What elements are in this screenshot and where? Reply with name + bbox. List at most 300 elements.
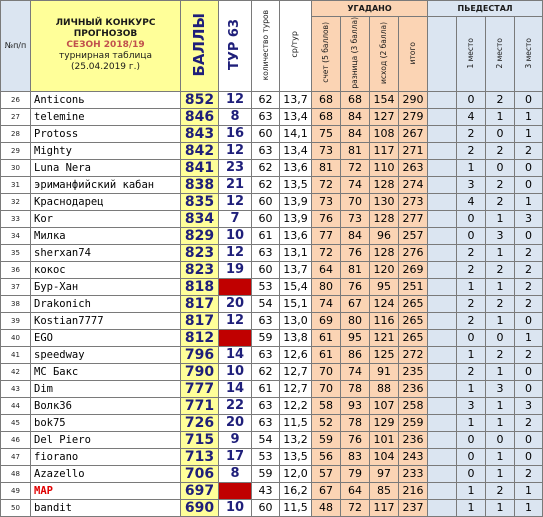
rank-cell: 27 [1, 108, 31, 125]
place2-cell: 1 [486, 312, 515, 329]
total-guessed-cell: 272 [399, 346, 428, 363]
tours-count-cell: 63 [252, 397, 280, 414]
rank-cell: 44 [1, 397, 31, 414]
score-guessed-cell: 73 [312, 142, 341, 159]
player-name-cell: Dim [31, 380, 181, 397]
tours-count-cell: 62 [252, 363, 280, 380]
table-title-block [31, 1, 181, 92]
place2-cell: 2 [486, 176, 515, 193]
points-cell: 842 [181, 142, 219, 159]
tour63-cell: 14 [219, 346, 252, 363]
tour63-cell: 12 [219, 142, 252, 159]
score-guessed-cell: 70 [312, 363, 341, 380]
table-row [1, 176, 543, 193]
podium-spacer-cell [428, 329, 457, 346]
rank-cell: 37 [1, 278, 31, 295]
total-guessed-cell: 265 [399, 329, 428, 346]
score-guessed-cell: 68 [312, 108, 341, 125]
outcome-guessed-cell: 124 [370, 295, 399, 312]
total-guessed-cell: 235 [399, 363, 428, 380]
points-cell: 812 [181, 329, 219, 346]
total-guessed-cell: 259 [399, 414, 428, 431]
points-cell: 829 [181, 227, 219, 244]
outcome-guessed-cell: 116 [370, 312, 399, 329]
score-guessed-cell: 56 [312, 448, 341, 465]
podium-spacer-cell [428, 142, 457, 159]
score-guessed-cell: 57 [312, 465, 341, 482]
avg-cell: 15,4 [280, 278, 312, 295]
diff-guessed-cell: 72 [341, 499, 370, 516]
total-guessed-cell: 236 [399, 431, 428, 448]
col-header-avg: ср/тур [280, 1, 312, 92]
outcome-guessed-cell: 128 [370, 244, 399, 261]
player-name-cell: EGO [31, 329, 181, 346]
tours-count-cell: 63 [252, 142, 280, 159]
place1-cell: 4 [457, 108, 486, 125]
tours-count-cell: 63 [252, 108, 280, 125]
table-body [1, 91, 543, 516]
col-header-tours-count: количество туров [252, 1, 280, 92]
tour63-cell: 12 [219, 312, 252, 329]
tours-count-cell: 60 [252, 193, 280, 210]
place3-cell: 0 [515, 312, 543, 329]
table-row [1, 210, 543, 227]
table-row [1, 465, 543, 482]
rank-cell: 32 [1, 193, 31, 210]
title-line-2: ПРОГНОЗОВ [73, 29, 138, 40]
diff-guessed-cell: 84 [341, 227, 370, 244]
total-guessed-cell: 216 [399, 482, 428, 499]
outcome-guessed-cell: 120 [370, 261, 399, 278]
score-guessed-cell: 72 [312, 244, 341, 261]
outcome-guessed-cell: 85 [370, 482, 399, 499]
rank-cell: 47 [1, 448, 31, 465]
place1-cell: 4 [457, 193, 486, 210]
player-name-cell: Protoss [31, 125, 181, 142]
rank-cell: 45 [1, 414, 31, 431]
place2-cell: 2 [486, 346, 515, 363]
podium-spacer-cell [428, 159, 457, 176]
podium-spacer-cell [428, 482, 457, 499]
diff-guessed-cell: 73 [341, 210, 370, 227]
place1-cell: 0 [457, 227, 486, 244]
total-guessed-cell: 265 [399, 312, 428, 329]
avg-cell: 13,7 [280, 261, 312, 278]
score-guessed-cell: 67 [312, 482, 341, 499]
total-guessed-cell: 276 [399, 244, 428, 261]
table-row [1, 448, 543, 465]
score-guessed-cell: 74 [312, 295, 341, 312]
score-guessed-cell: 81 [312, 159, 341, 176]
outcome-guessed-cell: 121 [370, 329, 399, 346]
diff-guessed-cell: 74 [341, 176, 370, 193]
podium-spacer-cell [428, 431, 457, 448]
place2-cell: 2 [486, 261, 515, 278]
rank-cell: 39 [1, 312, 31, 329]
podium-spacer-cell [428, 346, 457, 363]
points-cell: 706 [181, 465, 219, 482]
tour63-cell: 8 [219, 108, 252, 125]
points-cell: 817 [181, 312, 219, 329]
place2-cell: 0 [486, 125, 515, 142]
podium-spacer-cell [428, 295, 457, 312]
podium-spacer-cell [428, 312, 457, 329]
col-header-score: счет (5 баллов) [312, 17, 341, 92]
tours-count-cell: 59 [252, 329, 280, 346]
place3-cell: 0 [515, 159, 543, 176]
col-header-points: БАЛЛЫ [181, 1, 219, 92]
total-guessed-cell: 237 [399, 499, 428, 516]
place1-cell: 3 [457, 397, 486, 414]
group-header-podium: ПЬЕДЕСТАЛ [428, 1, 543, 17]
diff-guessed-cell: 78 [341, 380, 370, 397]
total-guessed-cell: 236 [399, 380, 428, 397]
place3-cell: 0 [515, 91, 543, 108]
avg-cell: 13,5 [280, 448, 312, 465]
place1-cell: 1 [457, 482, 486, 499]
points-cell: 726 [181, 414, 219, 431]
outcome-guessed-cell: 95 [370, 278, 399, 295]
points-cell: 834 [181, 210, 219, 227]
diff-guessed-cell: 76 [341, 278, 370, 295]
place3-cell: 2 [515, 278, 543, 295]
col-header-place1: 1 место [457, 17, 486, 92]
points-cell: 817 [181, 295, 219, 312]
podium-spacer-cell [428, 465, 457, 482]
points-cell: 846 [181, 108, 219, 125]
player-name-cell: кокос [31, 261, 181, 278]
place1-cell: 2 [457, 295, 486, 312]
diff-guessed-cell: 78 [341, 414, 370, 431]
player-name-cell: Azazello [31, 465, 181, 482]
diff-guessed-cell: 68 [341, 91, 370, 108]
rank-cell: 30 [1, 159, 31, 176]
col-header-place3: 3 место [515, 17, 543, 92]
place2-cell: 1 [486, 244, 515, 261]
total-guessed-cell: 263 [399, 159, 428, 176]
outcome-guessed-cell: 154 [370, 91, 399, 108]
tour63-cell: 19 [219, 261, 252, 278]
podium-spacer-cell [428, 397, 457, 414]
total-guessed-cell: 273 [399, 193, 428, 210]
rank-cell: 35 [1, 244, 31, 261]
points-cell: 777 [181, 380, 219, 397]
table-row [1, 193, 543, 210]
points-cell: 818 [181, 278, 219, 295]
place2-cell: 0 [486, 431, 515, 448]
place3-cell: 3 [515, 397, 543, 414]
tour63-cell: 12 [219, 244, 252, 261]
rank-cell: 48 [1, 465, 31, 482]
podium-spacer-cell [428, 380, 457, 397]
diff-guessed-cell: 86 [341, 346, 370, 363]
tour63-cell [219, 482, 252, 499]
avg-cell: 13,9 [280, 210, 312, 227]
group-header-guessed: УГАДАНО [312, 1, 428, 17]
total-guessed-cell: 251 [399, 278, 428, 295]
subtitle-line-1: турнирная таблица [59, 51, 152, 62]
place1-cell: 0 [457, 91, 486, 108]
podium-spacer-cell [428, 227, 457, 244]
place1-cell: 0 [457, 431, 486, 448]
outcome-guessed-cell: 101 [370, 431, 399, 448]
place1-cell: 2 [457, 363, 486, 380]
place2-cell: 1 [486, 108, 515, 125]
place1-cell: 0 [457, 329, 486, 346]
place1-cell: 2 [457, 125, 486, 142]
season-label: СЕЗОН 2018/19 [66, 40, 145, 51]
table-header [1, 1, 543, 92]
place2-cell: 1 [486, 499, 515, 516]
place2-cell: 1 [486, 363, 515, 380]
rank-cell: 26 [1, 91, 31, 108]
podium-spacer-cell [428, 193, 457, 210]
diff-guessed-cell: 72 [341, 159, 370, 176]
points-cell: 790 [181, 363, 219, 380]
podium-spacer-cell [428, 499, 457, 516]
diff-guessed-cell: 84 [341, 108, 370, 125]
player-name-cell: fiorano [31, 448, 181, 465]
total-guessed-cell: 274 [399, 176, 428, 193]
player-name-cell: MAP [31, 482, 181, 499]
outcome-guessed-cell: 125 [370, 346, 399, 363]
tours-count-cell: 43 [252, 482, 280, 499]
avg-cell: 13,6 [280, 227, 312, 244]
total-guessed-cell: 267 [399, 125, 428, 142]
tours-count-cell: 63 [252, 346, 280, 363]
table-row [1, 125, 543, 142]
tour63-cell: 21 [219, 176, 252, 193]
score-guessed-cell: 64 [312, 261, 341, 278]
outcome-guessed-cell: 88 [370, 380, 399, 397]
outcome-guessed-cell: 96 [370, 227, 399, 244]
diff-guessed-cell: 79 [341, 465, 370, 482]
place3-cell: 2 [515, 346, 543, 363]
player-name-cell: Милка [31, 227, 181, 244]
place2-cell: 0 [486, 159, 515, 176]
table-row [1, 346, 543, 363]
player-name-cell: Kostian7777 [31, 312, 181, 329]
place2-cell: 1 [486, 465, 515, 482]
tours-count-cell: 62 [252, 159, 280, 176]
tours-count-cell: 62 [252, 176, 280, 193]
table-row [1, 329, 543, 346]
tour63-cell: 20 [219, 295, 252, 312]
score-guessed-cell: 69 [312, 312, 341, 329]
rank-cell: 50 [1, 499, 31, 516]
score-guessed-cell: 68 [312, 91, 341, 108]
place2-cell: 1 [486, 278, 515, 295]
col-header-spacer [428, 17, 457, 92]
place2-cell: 2 [486, 295, 515, 312]
table-row [1, 397, 543, 414]
diff-guessed-cell: 76 [341, 431, 370, 448]
outcome-guessed-cell: 130 [370, 193, 399, 210]
tour63-cell: 14 [219, 380, 252, 397]
outcome-guessed-cell: 129 [370, 414, 399, 431]
avg-cell: 15,1 [280, 295, 312, 312]
total-guessed-cell: 233 [399, 465, 428, 482]
table-row [1, 142, 543, 159]
podium-spacer-cell [428, 244, 457, 261]
avg-cell: 12,7 [280, 363, 312, 380]
avg-cell: 13,6 [280, 159, 312, 176]
points-cell: 690 [181, 499, 219, 516]
avg-cell: 12,7 [280, 380, 312, 397]
diff-guessed-cell: 83 [341, 448, 370, 465]
player-name-cell: Del Piero [31, 431, 181, 448]
place3-cell: 0 [515, 176, 543, 193]
tour63-cell: 20 [219, 414, 252, 431]
player-name-cell: Kor [31, 210, 181, 227]
tour63-cell: 23 [219, 159, 252, 176]
diff-guessed-cell: 64 [341, 482, 370, 499]
score-guessed-cell: 80 [312, 278, 341, 295]
table-row [1, 363, 543, 380]
avg-cell: 13,7 [280, 91, 312, 108]
points-cell: 823 [181, 244, 219, 261]
place1-cell: 1 [457, 159, 486, 176]
rank-cell: 41 [1, 346, 31, 363]
player-name-cell: speedway [31, 346, 181, 363]
score-guessed-cell: 73 [312, 193, 341, 210]
score-guessed-cell: 76 [312, 210, 341, 227]
tour63-cell: 10 [219, 363, 252, 380]
tours-count-cell: 63 [252, 244, 280, 261]
tour63-cell: 8 [219, 465, 252, 482]
player-name-cell: Mighty [31, 142, 181, 159]
diff-guessed-cell: 70 [341, 193, 370, 210]
place1-cell: 2 [457, 261, 486, 278]
tour63-cell: 10 [219, 499, 252, 516]
tours-count-cell: 61 [252, 380, 280, 397]
avg-cell: 12,2 [280, 397, 312, 414]
col-header-diff: разница (3 балла) [341, 17, 370, 92]
total-guessed-cell: 243 [399, 448, 428, 465]
title-line-1: ЛИЧНЫЙ КОНКУРС [55, 18, 156, 29]
player-name-cell: Волк36 [31, 397, 181, 414]
table-row [1, 91, 543, 108]
podium-spacer-cell [428, 414, 457, 431]
col-header-num: №п/п [1, 1, 31, 92]
place2-cell: 2 [486, 482, 515, 499]
table-row [1, 244, 543, 261]
rank-cell: 42 [1, 363, 31, 380]
rank-cell: 28 [1, 125, 31, 142]
rank-cell: 49 [1, 482, 31, 499]
rank-cell: 40 [1, 329, 31, 346]
table-row [1, 261, 543, 278]
points-cell: 823 [181, 261, 219, 278]
total-guessed-cell: 271 [399, 142, 428, 159]
score-guessed-cell: 59 [312, 431, 341, 448]
outcome-guessed-cell: 107 [370, 397, 399, 414]
diff-guessed-cell: 93 [341, 397, 370, 414]
score-guessed-cell: 61 [312, 346, 341, 363]
place2-cell: 2 [486, 193, 515, 210]
tours-count-cell: 60 [252, 210, 280, 227]
points-cell: 715 [181, 431, 219, 448]
place1-cell: 1 [457, 499, 486, 516]
podium-spacer-cell [428, 363, 457, 380]
avg-cell: 12,6 [280, 346, 312, 363]
outcome-guessed-cell: 104 [370, 448, 399, 465]
diff-guessed-cell: 74 [341, 363, 370, 380]
points-cell: 841 [181, 159, 219, 176]
player-name-cell: Краснодарец [31, 193, 181, 210]
total-guessed-cell: 290 [399, 91, 428, 108]
diff-guessed-cell: 81 [341, 261, 370, 278]
tours-count-cell: 59 [252, 465, 280, 482]
player-name-cell: Drakonich [31, 295, 181, 312]
podium-spacer-cell [428, 108, 457, 125]
tours-count-cell: 53 [252, 448, 280, 465]
tours-count-cell: 60 [252, 499, 280, 516]
place1-cell: 3 [457, 176, 486, 193]
tours-count-cell: 54 [252, 295, 280, 312]
place1-cell: 2 [457, 142, 486, 159]
player-name-cell: telemine [31, 108, 181, 125]
diff-guessed-cell: 76 [341, 244, 370, 261]
place3-cell: 0 [515, 431, 543, 448]
place3-cell: 2 [515, 142, 543, 159]
avg-cell: 14,1 [280, 125, 312, 142]
place1-cell: 1 [457, 414, 486, 431]
place2-cell: 0 [486, 329, 515, 346]
score-guessed-cell: 70 [312, 380, 341, 397]
diff-guessed-cell: 81 [341, 142, 370, 159]
rank-cell: 33 [1, 210, 31, 227]
place3-cell: 1 [515, 482, 543, 499]
score-guessed-cell: 72 [312, 176, 341, 193]
place3-cell: 2 [515, 465, 543, 482]
col-header-place2: 2 место [486, 17, 515, 92]
avg-cell: 13,1 [280, 244, 312, 261]
place3-cell: 3 [515, 210, 543, 227]
player-name-cell: Anticonь [31, 91, 181, 108]
avg-cell: 13,4 [280, 142, 312, 159]
col-header-tour: ТУР 63 [219, 1, 252, 92]
score-guessed-cell: 52 [312, 414, 341, 431]
total-guessed-cell: 277 [399, 210, 428, 227]
place2-cell: 1 [486, 397, 515, 414]
place3-cell: 0 [515, 363, 543, 380]
podium-spacer-cell [428, 278, 457, 295]
podium-spacer-cell [428, 125, 457, 142]
place1-cell: 2 [457, 244, 486, 261]
table-row [1, 278, 543, 295]
outcome-guessed-cell: 97 [370, 465, 399, 482]
total-guessed-cell: 269 [399, 261, 428, 278]
tours-count-cell: 60 [252, 261, 280, 278]
tours-count-cell: 62 [252, 91, 280, 108]
place3-cell: 1 [515, 329, 543, 346]
outcome-guessed-cell: 108 [370, 125, 399, 142]
points-cell: 713 [181, 448, 219, 465]
points-cell: 771 [181, 397, 219, 414]
points-cell: 835 [181, 193, 219, 210]
place2-cell: 1 [486, 210, 515, 227]
outcome-guessed-cell: 110 [370, 159, 399, 176]
avg-cell: 13,2 [280, 431, 312, 448]
table-row [1, 482, 543, 499]
podium-spacer-cell [428, 210, 457, 227]
tours-count-cell: 63 [252, 414, 280, 431]
player-name-cell: bandit [31, 499, 181, 516]
podium-spacer-cell [428, 448, 457, 465]
tours-count-cell: 60 [252, 125, 280, 142]
podium-spacer-cell [428, 261, 457, 278]
